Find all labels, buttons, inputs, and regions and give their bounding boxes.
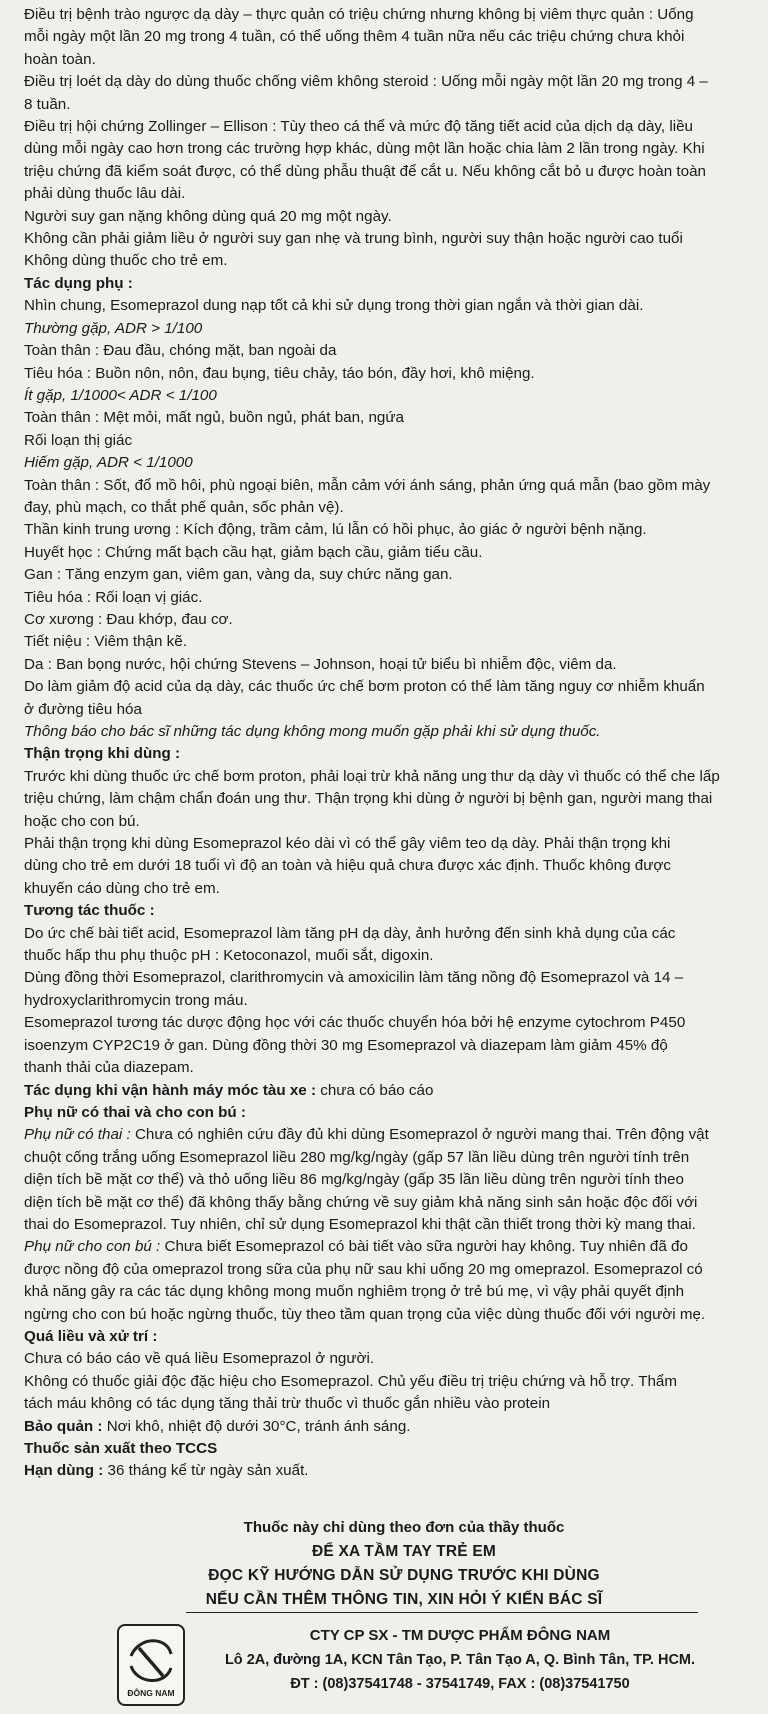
section-heading: Thận trọng khi dùng : [24,745,181,763]
warning-line-2: ĐỌC KỸ HƯỚNG DẪN SỬ DỤNG TRƯỚC KHI DÙNG [208,1567,600,1584]
company-address: Lô 2A, đường 1A, KCN Tân Tạo, P. Tân Tạo A, Q. Bình Tân, TP. HCM. [224,1652,696,1668]
warning-line-3: NẾU CẦN THÊM THÔNG TIN, XIN HỎI Ý KIẾN BÁC SĨ [205,1591,603,1608]
text-line: Ít gặp, 1/1000< ADR < 1/100 [24,386,217,404]
text-line: Thần kinh trung ương : Kích động, trầm cảm, lú lẫn có hồi phục, ảo giác ở người bệnh nặng. [24,521,647,539]
text-line: Điều trị loét dạ dày do dùng thuốc chống viêm không steroid : Uống mỗi ngày một lần 20 mg trong 4 – [24,73,708,91]
text-line: dùng cho trẻ em dưới 18 tuổi vì độ an toàn và hiệu quả chưa được xác định. Thuốc không được [24,857,671,875]
prescription-note: Thuốc này chỉ dùng theo đơn của thầy thuốc [243,1519,565,1536]
text-line: thanh thải của diazepam. [24,1059,194,1077]
text-line: khả năng gây ra các tác dụng không mong muốn nghiêm trọng ở trẻ bú mẹ, vì vậy phải quyết định [24,1283,685,1301]
company-name: CTY CP SX - TM DƯỢC PHẨM ĐÔNG NAM [309,1627,611,1644]
line-text: Chưa có nghiên cứu đầy đủ khi dùng Esomeprazol ở người mang thai. Trên động vật [130,1126,709,1144]
line-label: Hạn dùng : [24,1462,104,1480]
text-line: Dùng đồng thời Esomeprazol, clarithromycin và amoxicilin làm tăng nồng độ Esomeprazol và 14 – [24,969,684,987]
text-line: Gan : Tăng enzym gan, viêm gan, vàng da, suy chức năng gan. [24,566,453,584]
text-line: Chưa có báo cáo về quá liều Esomeprazol ở người. [24,1350,375,1368]
text-line [24,1080,768,1102]
text-line: được nồng độ của omeprazol trong sữa của phụ nữ sau khi uống 20 mg omeprazol. Esomeprazol có [24,1260,703,1278]
text-line: thuốc hấp thu phụ thuộc pH : Ketoconazol, muối sắt, digoxin. [24,947,434,965]
text-line: Tiết niệu : Viêm thận kẽ. [24,633,187,651]
logo-text: ĐÔNG NAM [127,1688,175,1698]
text-line: Tiêu hóa : Rối loạn vị giác. [24,588,203,606]
section-heading: Quá liều và xử trí : [24,1327,158,1345]
text-line: Nhìn chung, Esomeprazol dung nạp tốt cả khi sử dụng trong thời gian ngắn và thời gian dài. [24,297,644,315]
company-phone: ĐT : (08)37541748 - 37541749, FAX : (08)37541750 [290,1676,630,1692]
text-line: Trước khi dùng thuốc ức chế bơm proton, phải loại trừ khả năng ung thư dạ dày vì thuốc có thể che lấp [24,767,720,785]
text-line: Điều trị bệnh trào ngược dạ dày – thực quản có triệu chứng nhưng không bị viêm thực quản : Uống [24,6,694,23]
line-label: Phụ nữ cho con bú : [24,1238,161,1256]
text-line: Thường gặp, ADR > 1/100 [24,319,203,337]
text-line: Không có thuốc giải độc đặc hiệu cho Esomeprazol. Chủ yếu điều trị triệu chứng và hỗ trợ. Thẩm [24,1372,678,1390]
text-line: Toàn thân : Sốt, đổ mồ hôi, phù ngoại biên, mẫn cảm với ánh sáng, phản ứng quá mẫn (bao gồm mày [24,476,711,494]
text-line: Toàn thân : Đau đầu, chóng mặt, ban ngoài da [24,342,337,360]
text-line: Thông báo cho bác sĩ những tác dụng không mong muốn gặp phải khi sử dụng thuốc. [24,723,601,740]
company-logo [117,1624,185,1706]
section-heading: Tác dụng phụ : [24,274,133,292]
text-line: Hiếm gặp, ADR < 1/1000 [24,454,193,472]
dong-nam-logo-icon [119,1626,183,1704]
text-line: Không cần phải giảm liều ở người suy gan nhẹ và trung bình, người suy thận hoặc người cao tuổi [24,230,683,248]
text-line: ngừng cho con bú hoặc ngừng thuốc, tùy theo tầm quan trọng của việc dùng thuốc đối với người mẹ. [24,1305,706,1323]
text-line: Esomeprazol tương tác dược động học với các thuốc chuyển hóa bởi hệ enzyme cytochrom P450 [24,1014,686,1032]
text-line: diện tích bề mặt cơ thể) và thỏ uống liều 86 mg/kg/ngày (gấp 35 lần liều dùng trên người tính theo [24,1171,684,1189]
line-text: chưa có báo cáo [316,1081,434,1099]
footer-divider [186,1612,698,1613]
text-line: mỗi ngày một lần 20 mg trong 4 tuần, có thể uống thêm 4 tuần nữa nếu các triệu chứng chưa khỏi [24,28,685,46]
text-line: triệu chứng, làm chậm chẩn đoán ung thư. Thận trọng khi dùng ở người bị bệnh gan, người mang thai [24,790,713,808]
text-line: dùng mỗi ngày cao hơn trong các trường hợp khác, dùng một lần hoặc chia làm 2 lần trong ngày. Khi [24,140,705,158]
section-heading: Tương tác thuốc : [24,902,155,920]
text-line: triệu chứng đã kiểm soát được, có thể dùng phẫu thuật để cắt u. Nếu không cắt bỏ u được hoàn toàn [24,162,706,180]
line-text: Nơi khô, nhiệt độ dưới 30°C, tránh ánh sáng. [102,1417,411,1435]
line-label: Tác dụng khi vận hành máy móc tàu xe : [24,1081,317,1099]
leaflet-footer [0,1516,768,1612]
text-line: hoặc cho con bú. [24,812,140,830]
text-line: hoàn toàn. [24,50,96,68]
text-line: tách máu không có tác dụng tăng thải trừ thuốc vì thuốc gắn nhiều vào protein [24,1395,551,1413]
text-line: chuột cống trắng uống Esomeprazol liều 280 mg/kg/ngày (gấp 57 lần liều dùng trên người tính trên [24,1148,690,1166]
text-line: Toàn thân : Mệt mỏi, mất ngủ, buồn ngủ, phát ban, ngứa [24,409,404,427]
text-line: Điều trị hội chứng Zollinger – Ellison : Tùy theo cá thể và mức độ tăng tiết acid của dịch dạ dày, liều [24,118,693,136]
line-label: Bảo quản : [24,1417,103,1435]
text-line: isoenzym CYP2C19 ở gan. Dùng đồng thời 30 mg Esomeprazol và diazepam làm giảm 45% độ [24,1036,668,1054]
text-line: thai do Esomeprazol. Tuy nhiên, chỉ sử dụng Esomeprazol khi thật cần thiết trong thời kỳ mang thai. [24,1215,696,1233]
company-info [200,1624,720,1696]
section-heading: Thuốc sản xuất theo TCCS [24,1440,218,1457]
text-line: hydroxyclarithromycin trong máu. [24,991,248,1009]
text-line: Rối loạn thị giác [24,431,133,449]
text-line: phải dùng thuốc lâu dài. [24,185,186,203]
text-line: Da : Ban bọng nước, hội chứng Stevens – Johnson, hoại tử biểu bì nhiễm độc, viêm da. [24,655,617,673]
line-text: Chưa biết Esomeprazol có bài tiết vào sữa người hay không. Tuy nhiên đã đo [160,1238,688,1256]
line-text: 36 tháng kể từ ngày sản xuất. [103,1462,309,1480]
text-line: Tiêu hóa : Buồn nôn, nôn, đau bụng, tiêu chảy, táo bón, đầy hơi, khô miệng. [24,364,535,382]
text-line [24,1460,768,1482]
text-line [24,1236,768,1258]
line-label: Phụ nữ có thai : [24,1126,131,1144]
text-line: diện tích bề mặt cơ thể) đã không thấy bằng chứng về suy giảm khả năng sinh sản hoặc độc đối với [24,1193,698,1211]
text-line: Không dùng thuốc cho trẻ em. [24,252,228,270]
leaflet-body [24,4,768,1483]
text-line [24,1416,768,1438]
text-line: đay, phù mạch, co thắt phế quản, sốc phản vệ). [24,498,344,516]
text-line: Do ức chế bài tiết acid, Esomeprazol làm tăng pH dạ dày, ảnh hưởng đến sinh khả dụng của các [24,924,676,942]
text-line: Huyết học : Chứng mất bạch cầu hạt, giảm bạch cầu, giảm tiểu cầu. [24,543,483,561]
text-line [24,1124,768,1146]
text-line: Do làm giảm độ acid của dạ dày, các thuốc ức chế bơm proton có thể làm tăng nguy cơ nhiễm khuẩn [24,678,705,696]
warning-line-1: ĐỂ XA TẦM TAY TRẺ EM [312,1543,496,1560]
text-line: khuyến cáo dùng cho trẻ em. [24,879,220,897]
text-line: Phải thận trọng khi dùng Esomeprazol kéo dài vì có thể gây viêm teo dạ dày. Phải thận trọng khi [24,835,671,853]
text-line: ở đường tiêu hóa [24,700,142,718]
section-heading: Phụ nữ có thai và cho con bú : [24,1103,246,1121]
text-line: Người suy gan nặng không dùng quá 20 mg một ngày. [24,207,392,225]
text-line: Cơ xương : Đau khớp, đau cơ. [24,610,233,628]
text-line: 8 tuần. [24,95,71,113]
